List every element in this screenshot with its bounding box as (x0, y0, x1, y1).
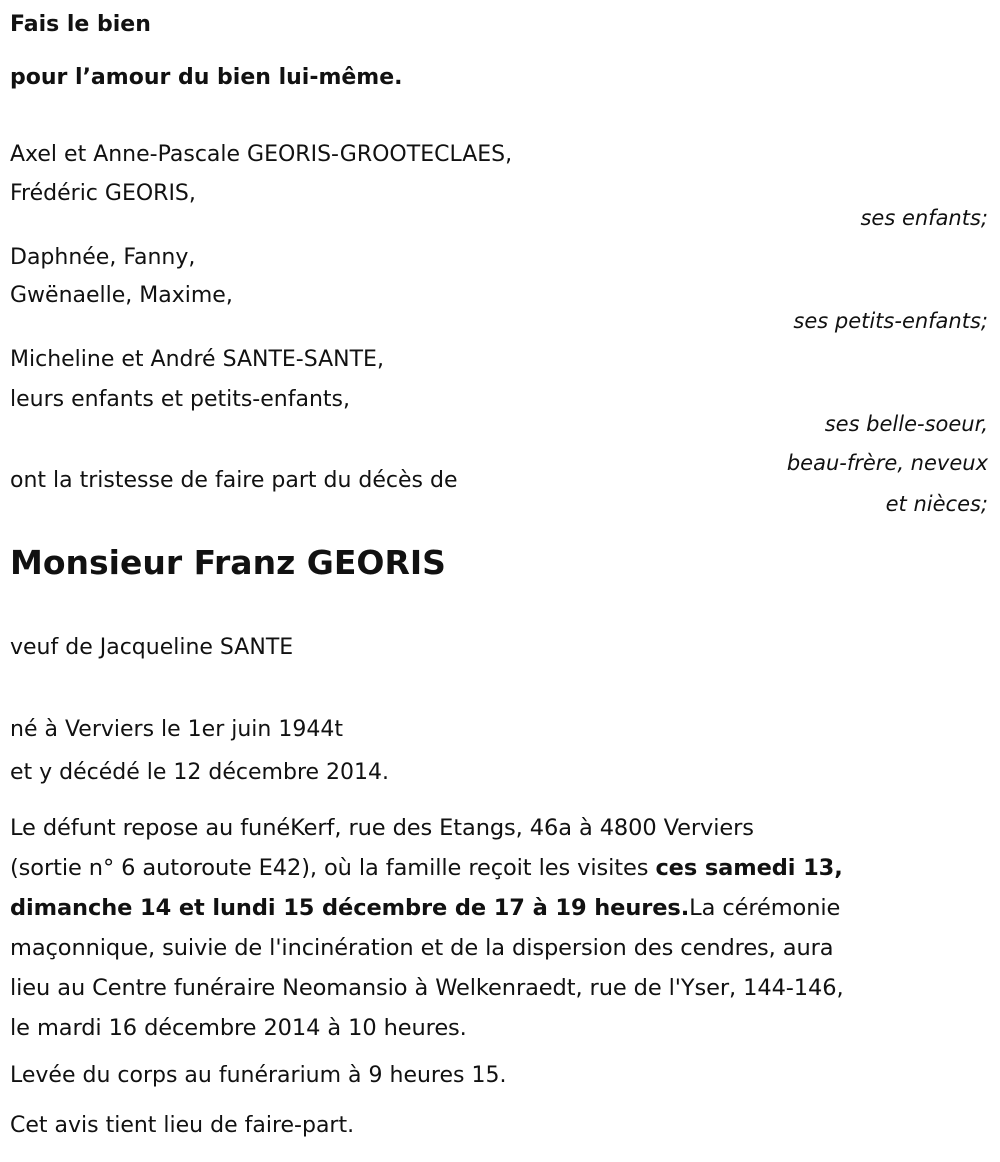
children-name: Axel et Anne-Pascale GEORIS-GROOTECLAES, (10, 142, 513, 167)
paragraph-line: lieu au Centre funéraire Neomansio à Welkenraedt, rue de l'Yser, 144-146, (10, 975, 844, 1001)
grandchildren-name: Daphnée, Fanny, (10, 245, 196, 270)
paragraph-line (10, 893, 840, 923)
in-laws-name: Micheline et André SANTE-SANTE, (10, 347, 384, 372)
birth-line: né à Verviers le 1er juin 1944t (10, 717, 343, 742)
announcement: ont la tristesse de faire part du décès de (10, 468, 458, 493)
deceased-name: Monsieur Franz GEORIS (10, 543, 446, 582)
paragraph-line: Le défunt repose au funéKerf, rue des Etangs, 46a à 4800 Verviers (10, 815, 754, 841)
paragraph-text: (sortie n° 6 autoroute E42), où la famille reçoit les visites (10, 855, 656, 881)
motto-line-2: pour l’amour du bien lui-même. (10, 65, 403, 90)
closing-line: Cet avis tient lieu de faire-part. (10, 1113, 355, 1138)
levee-line: Levée du corps au funérarium à 9 heures 15. (10, 1063, 507, 1088)
paragraph-line (10, 853, 843, 883)
death-line: et y décédé le 12 décembre 2014. (10, 760, 390, 785)
children-name: Frédéric GEORIS, (10, 181, 196, 206)
children-label: ses enfants; (860, 206, 988, 230)
visit-dates: ces samedi 13, (655, 855, 843, 881)
in-laws-label: et nièces; (885, 492, 988, 516)
paragraph-line: maçonnique, suivie de l'incinération et de la dispersion des cendres, aura (10, 935, 834, 961)
visit-dates: dimanche 14 et lundi 15 décembre de 17 à 19 heures. (10, 895, 690, 921)
grandchildren-name: Gwënaelle, Maxime, (10, 283, 233, 308)
in-laws-label: beau-frère, neveux (786, 451, 988, 475)
paragraph-line: le mardi 16 décembre 2014 à 10 heures. (10, 1015, 467, 1041)
in-laws-label: ses belle-soeur, (824, 412, 988, 436)
motto-line-1: Fais le bien (10, 12, 151, 37)
paragraph-text: La cérémonie (689, 895, 841, 921)
in-laws-name: leurs enfants et petits-enfants, (10, 387, 350, 412)
widower-line: veuf de Jacqueline SANTE (10, 635, 294, 660)
grandchildren-label: ses petits-enfants; (793, 309, 988, 333)
